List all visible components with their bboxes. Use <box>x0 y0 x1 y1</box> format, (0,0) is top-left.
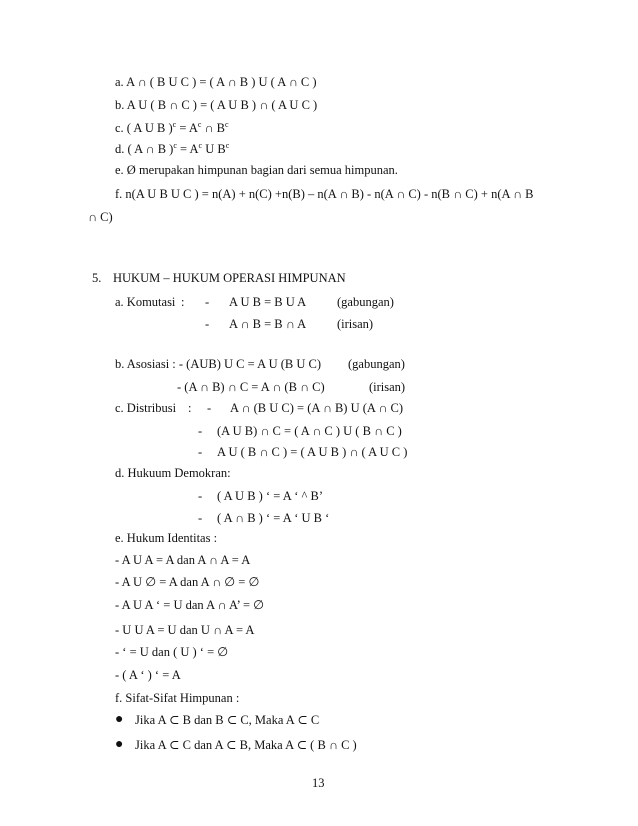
demokran-eq-1: ( A U B ) ‘ = A ‘ ^ B’ <box>217 489 323 503</box>
bullet-icon: ● <box>115 737 124 752</box>
komutasi-colon: : <box>181 295 185 309</box>
law-f-line2: ∩ C) <box>88 210 113 224</box>
sifat-bullet-1: Jika A ⊂ B dan B ⊂ C, Maka A ⊂ C <box>135 713 320 727</box>
asosiasi-tag-1: (gabungan) <box>348 357 405 371</box>
demokran-dash-2: - <box>198 511 203 525</box>
section-title: HUKUM – HUKUM OPERASI HIMPUNAN <box>113 271 346 285</box>
page-number: 13 <box>312 776 325 790</box>
komutasi-eq-1: A U B = B U A <box>229 295 307 309</box>
asosiasi-tag-2: (irisan) <box>369 380 406 394</box>
komutasi-dash-2: - <box>205 317 210 331</box>
komutasi-label: a. Komutasi <box>115 295 176 309</box>
demokran-dash-1: - <box>198 489 203 503</box>
sifat-bullet-2: Jika A ⊂ C dan A ⊂ B, Maka A ⊂ ( B ∩ C ) <box>135 738 357 752</box>
identitas-line: - A U A ‘ = U dan A ∩ A’ = ∅ <box>115 598 265 612</box>
demokran-eq-2: ( A ∩ B ) ‘ = A ‘ U B ‘ <box>217 511 330 525</box>
identitas-line: - A U A = A dan A ∩ A = A <box>115 553 251 567</box>
law-d: d. ( A ∩ B )$^c = A^c$ U $B^c$ <box>115 141 230 156</box>
distribusi-dash-1: - <box>207 401 212 415</box>
law-a: a. A ∩ ( B U C ) = ( A ∩ B ) U ( A ∩ C ) <box>115 75 317 89</box>
law-e: e. Ø merupakan himpunan bagian dari semua himpunan. <box>115 163 398 177</box>
distribusi-dash-2: - <box>198 424 203 438</box>
distribusi-label: c. Distribusi <box>115 401 177 415</box>
asosiasi-line-1: b. Asosiasi : - (AUB) U C = A U (B U C) <box>115 357 322 371</box>
distribusi-eq-2: (A U B) ∩ C = ( A ∩ C ) U ( B ∩ C ) <box>217 424 402 438</box>
identitas-line: - ( A ‘ ) ‘ = A <box>115 668 181 682</box>
asosiasi-line-2: - (A ∩ B) ∩ C = A ∩ (B ∩ C) <box>177 380 325 394</box>
identitas-line: - U U A = U dan U ∩ A = A <box>115 623 255 637</box>
law-f-line1: f. n(A U B U C ) = n(A) + n(C) +n(B) – n(A ∩ B) - n(A ∩ C) - n(B ∩ C) + n(A ∩ B <box>115 187 534 201</box>
law-b: b. A U ( B ∩ C ) = ( A U B ) ∩ ( A U C ) <box>115 98 318 112</box>
law-c: c. ( A U B )$^c = A^c$ ∩ $B^c$ <box>115 120 229 135</box>
identitas-label: e. Hukum Identitas : <box>115 531 218 545</box>
komutasi-tag-2: (irisan) <box>337 317 374 331</box>
sifat-label: f. Sifat-Sifat Himpunan : <box>115 691 240 705</box>
distribusi-colon: : <box>188 401 192 415</box>
bullet-icon: ● <box>115 712 124 727</box>
komutasi-eq-2: A ∩ B = B ∩ A <box>229 317 307 331</box>
section-number: 5. <box>92 271 102 285</box>
komutasi-tag-1: (gabungan) <box>337 295 394 309</box>
distribusi-eq-3: A U ( B ∩ C ) = ( A U B ) ∩ ( A U C ) <box>217 445 408 459</box>
distribusi-dash-3: - <box>198 445 203 459</box>
komutasi-dash-1: - <box>205 295 210 309</box>
identitas-line: - A U ∅ = A dan A ∩ ∅ = ∅ <box>115 575 260 589</box>
demokran-label: d. Hukuum Demokran: <box>115 466 231 480</box>
distribusi-eq-1: A ∩ (B U C) = (A ∩ B) U (A ∩ C) <box>230 401 404 415</box>
identitas-line: - ‘ = U dan ( U ) ‘ = ∅ <box>115 645 229 659</box>
